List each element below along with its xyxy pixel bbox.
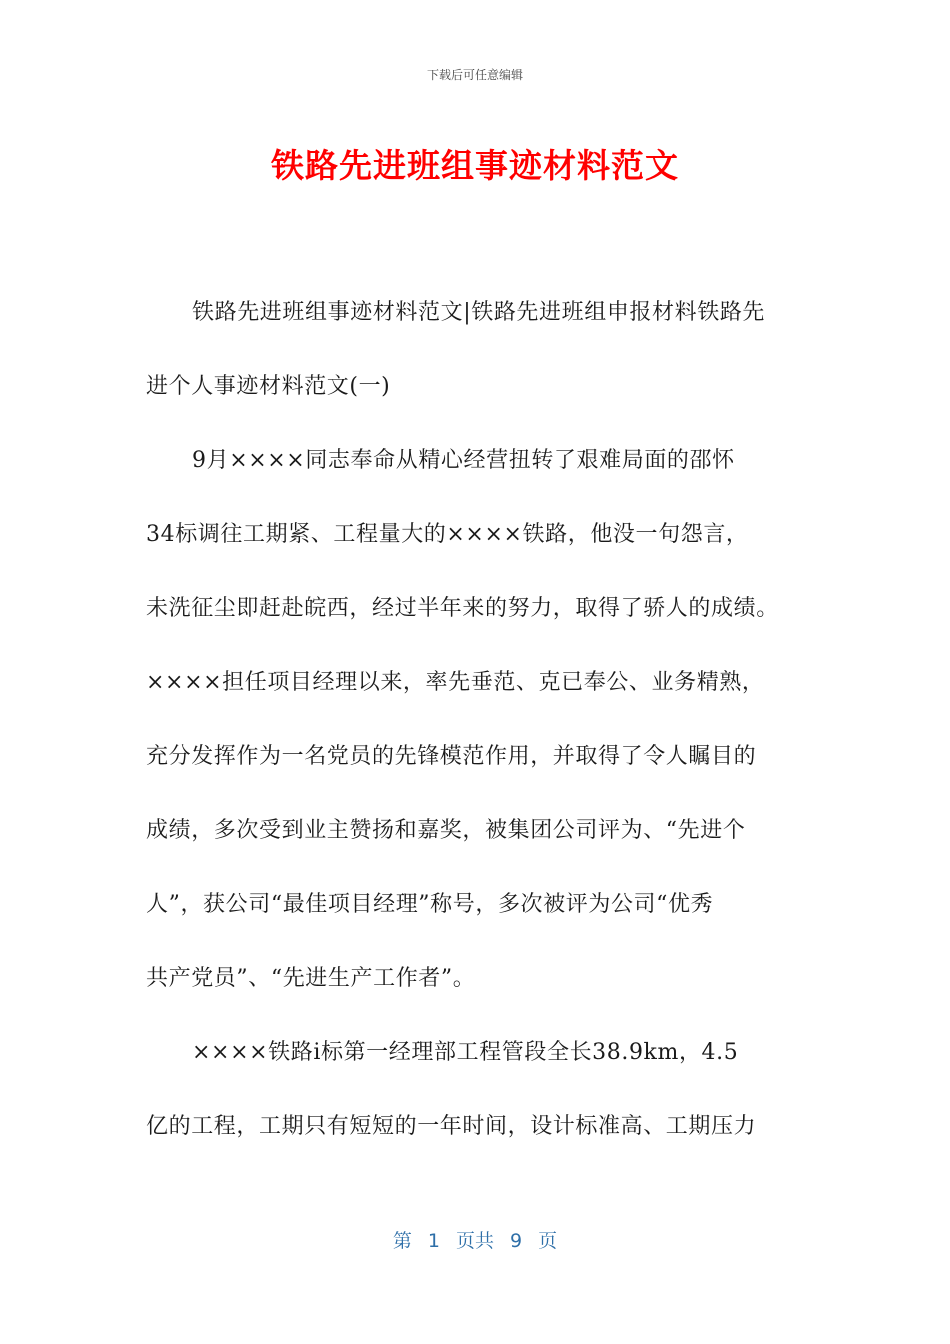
paragraph-2-line-3: 未洗征尘即赶赴皖西，经过半年来的努力，取得了骄人的成绩。	[146, 596, 779, 621]
paragraph-3-line-1: ××××铁路i标第一经理部工程管段全长38.9km，4.5	[192, 1040, 739, 1065]
page-footer	[0, 1226, 950, 1253]
paragraph-2-line-6: 成绩，多次受到业主赞扬和嘉奖，被集团公司评为、“先进个	[146, 818, 746, 843]
footer-label-end: 页	[538, 1230, 558, 1252]
paragraph-3-line-2: 亿的工程，工期只有短短的一年时间，设计标准高、工期压力	[146, 1114, 757, 1139]
footer-current-page: 1	[427, 1230, 440, 1252]
paragraph-2-line-1: 9月××××同志奉命从精心经营扭转了艰难局面的邵怀	[192, 448, 735, 473]
footer-label-of: 页共	[455, 1230, 494, 1252]
paragraph-2-line-7: 人”，获公司“最佳项目经理”称号，多次被评为公司“优秀	[146, 892, 714, 917]
footer-total-pages: 9	[510, 1230, 523, 1252]
paragraph-2-line-5: 充分发挥作为一名党员的先锋模范作用，并取得了令人瞩目的	[146, 744, 757, 769]
paragraph-2-line-8: 共产党员”、“先进生产工作者”。	[146, 966, 476, 991]
footer-label-page: 第	[392, 1230, 412, 1252]
paragraph-1-line-1: 铁路先进班组事迹材料范文|铁路先进班组申报材料铁路先	[192, 300, 766, 325]
document-title: 铁路先进班组事迹材料范文	[271, 146, 679, 185]
paragraph-1-line-2: 进个人事迹材料范文(一)	[146, 374, 391, 399]
page-header-note: 下载后可任意编辑	[426, 68, 523, 82]
paragraph-2-line-2: 34标调往工期紧、工程量大的××××铁路，他没一句怨言，	[146, 522, 749, 547]
document-body	[146, 276, 808, 1164]
paragraph-2-line-4: ××××担任项目经理以来，率先垂范、克已奉公、业务精熟，	[146, 670, 765, 695]
